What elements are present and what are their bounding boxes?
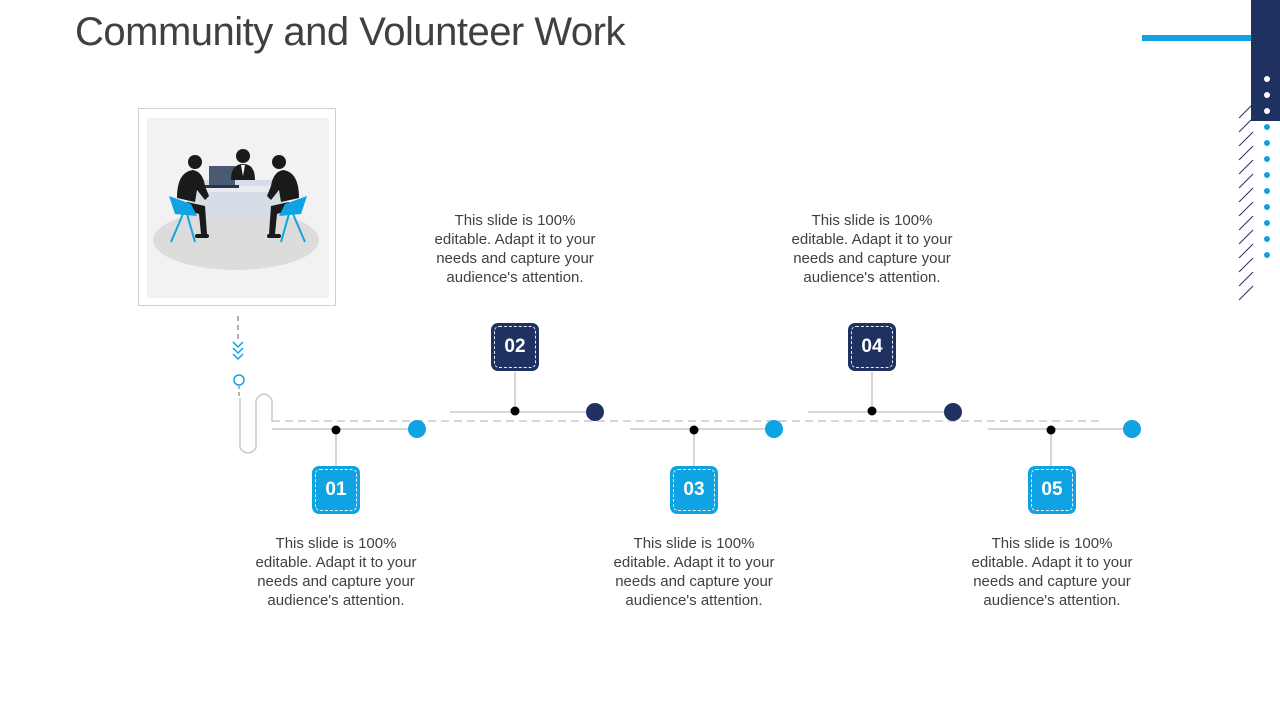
step-3-connector [630, 420, 783, 466]
step-2-number-box [491, 323, 539, 371]
meeting-illustration-icon [147, 118, 329, 298]
dots-column-decoration [1264, 76, 1270, 258]
step-5-number: 05 [1041, 479, 1063, 500]
step-4-description: This slide is 100% editable. Adapt it to your needs and capture your audience's attention. [791, 212, 953, 286]
step-4-number: 04 [861, 336, 883, 357]
image-connector [233, 316, 272, 453]
step-4-number-box [848, 323, 896, 371]
step-1-connector [272, 420, 426, 466]
meeting-image [147, 118, 329, 298]
slide-title: Community and Volunteer Work [75, 10, 625, 54]
step-2-description: This slide is 100% editable. Adapt it to your needs and capture your audience's attention. [434, 212, 596, 286]
step-5-description: This slide is 100% editable. Adapt it to your needs and capture your audience's attention. [971, 535, 1133, 609]
step-2-connector [450, 372, 604, 421]
step-3-number-box [670, 466, 718, 514]
step-5-connector [988, 420, 1141, 466]
step-1-number-box [312, 466, 360, 514]
step-5-number-box [1028, 466, 1076, 514]
step-3-description: This slide is 100% editable. Adapt it to your needs and capture your audience's attention. [613, 535, 775, 609]
meeting-image-frame [138, 108, 336, 306]
step-3-number: 03 [683, 479, 705, 500]
step-1-description: This slide is 100% editable. Adapt it to your needs and capture your audience's attention. [255, 535, 417, 609]
step-4-connector [808, 372, 962, 421]
step-2-number: 02 [504, 336, 526, 357]
hatch-decoration [1239, 104, 1253, 300]
step-1-number: 01 [325, 479, 347, 500]
